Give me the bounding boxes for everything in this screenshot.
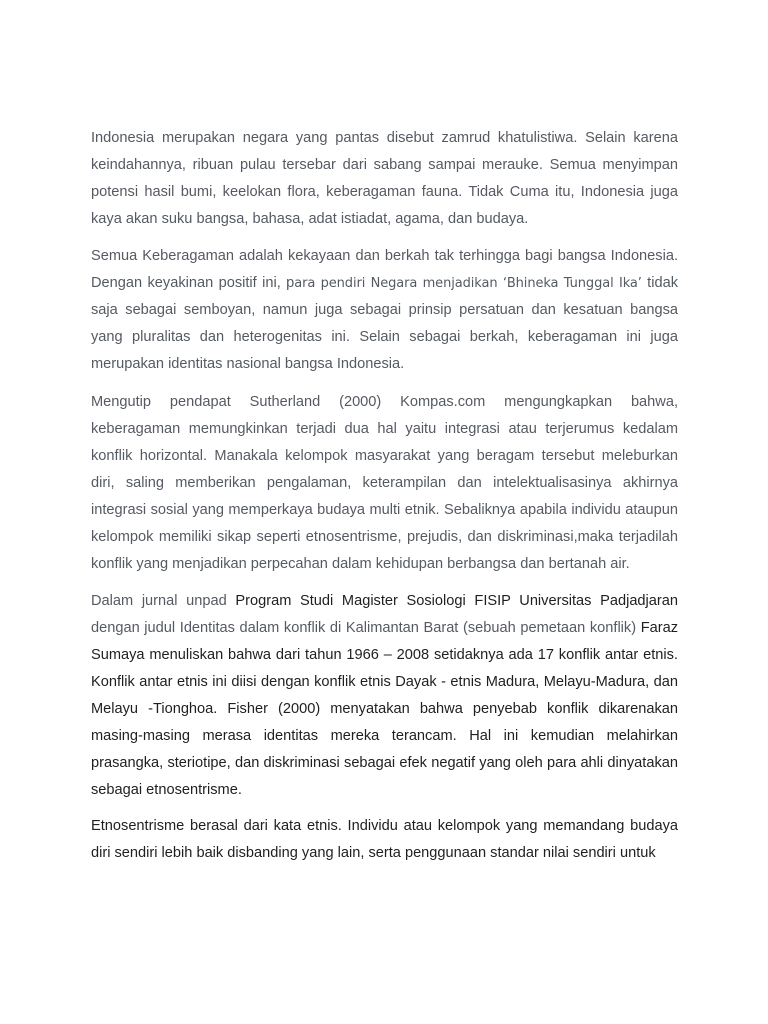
paragraph-5: Etnosentrisme berasal dari kata etnis. Individu atau kelompok yang memandang budaya diri sendiri lebih baik disbanding yang lain, serta penggunaan standar nilai sendiri untuk	[91, 818, 678, 861]
document-page	[91, 125, 678, 877]
paragraph-4-text-c: dengan judul Identitas dalam konflik di Kalimantan Barat (sebuah pemetaan konflik)	[91, 620, 637, 636]
paragraph-2-text-c: tidak saja sebagai semboyan, namun juga sebagai prinsip persatuan dan kesatuan bangsa yang pluralitas dan heterogenitas ini. Selain sebagai berkah, keberagaman ini juga merupakan identitas nasional bangsa Indonesia.	[91, 275, 678, 372]
paragraph-3: Mengutip pendapat Sutherland (2000) Kompas.com mengungkapkan bahwa, keberagaman memungkinkan terjadi dua hal yaitu integrasi atau terjerumus kedalam konflik horizontal. Manakala kelompok masyarakat yang beragam tersebut meleburkan diri, saling memberikan pengalaman, keterampilan dan intelektualisasinya akhirnya integrasi sosial yang memperkaya budaya multi etnik. Sebaliknya apabila individu ataupun kelompok memiliki sikap seperti etnosentrisme, prejudis, dan diskriminasi,maka terjadilah konflik yang menjadikan perpecahan dalam kehidupan berbangsa dan bertanah air.	[91, 394, 678, 572]
paragraph-1: Indonesia merupakan negara yang pantas disebut zamrud khatulistiwa. Selain karena keindahannya, ribuan pulau tersebar dari sabang sampai merauke. Semua menyimpan potensi hasil bumi, keelokan flora, keberagaman fauna. Tidak Cuma itu, Indonesia juga kaya akan suku bangsa, bahasa, adat istiadat, agama, dan budaya.	[91, 130, 678, 227]
paragraph-2-text-a: Semua Keberagaman adalah kekayaan dan berkah tak terhingga bagi bangsa Indonesia. Dengan keyakinan positif ini, p	[91, 248, 678, 291]
paragraph-2-text-b: ara pendiri Negara menjadikan ‘Bhineka Tunggal Ika’	[294, 276, 648, 291]
paragraph-4	[91, 588, 678, 804]
paragraph-4-text-b: Program Studi Magister Sosiologi FISIP Universitas Padjadjaran	[235, 593, 678, 609]
paragraph-4-text-d: Faraz Sumaya menuliskan bahwa dari tahun 1966 – 2008 setidaknya ada 17 konflik antar etnis. Konflik antar etnis ini diisi dengan konflik etnis Dayak - etnis Madura, Melayu-Madura, dan Melayu -Tionghoa. Fisher (2000) menyatakan bahwa penyebab konflik dikarenakan masing-masing merasa identitas mereka terancam. Hal ini kemudian melahirkan prasangka, steriotipe, dan diskriminasi sebagai efek negatif yang oleh para ahli dinyatakan sebagai etnosentrisme.	[91, 620, 679, 798]
paragraph-2	[91, 243, 678, 378]
paragraph-4-text-a: Dalam jurnal unpad	[91, 593, 236, 609]
